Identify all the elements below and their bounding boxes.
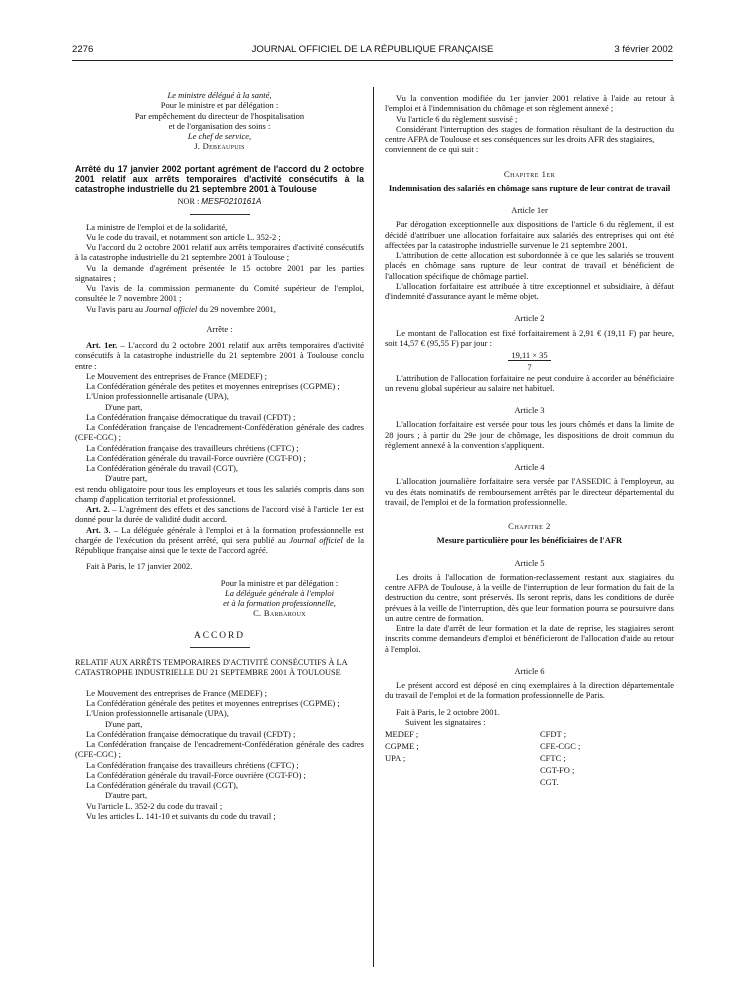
article-6-title: Article 6 xyxy=(514,665,545,676)
sig-line: La déléguée générale à l'emploi xyxy=(225,587,334,598)
signatory: UPA ; xyxy=(385,753,406,763)
article-paragraph: Le présent accord est déposé en cinq exemplaires à la direction départementale du travail de l'emploi et de la formation professionnelle de Paris. xyxy=(385,680,674,701)
visa: Vu l'accord du 2 octobre 2001 relatif aux arrêts temporaires d'activité consécutifs à la catastrophe industrielle du 21 septembre 2001 à Toulouse ; xyxy=(75,242,364,263)
rendu-obligatoire: est rendu obligatoire pour tous les employeurs et tous les salariés compris dans son champ d'application territorial et professionnel. xyxy=(75,483,364,504)
signatory: CFDT ; xyxy=(540,729,567,739)
chapter-2-title: Mesure particulière pour les bénéficiaires de l'AFR xyxy=(436,535,623,546)
issue-date: 3 février 2002 xyxy=(614,44,673,55)
party: La Confédération française de l'encadrement-Confédération générale des cadres (CFE-CGC) ; xyxy=(75,739,364,760)
party: La Confédération française de l'encadrement-Confédération générale des cadres (CFE-CGC) ; xyxy=(75,422,364,443)
signatory: CFE-CGC ; xyxy=(540,741,581,751)
party: L'Union professionnelle artisanale (UPA), xyxy=(86,391,229,402)
party: La Confédération générale du travail-Force ouvrière (CGT-FO) ; xyxy=(86,452,306,463)
article-text: – L'accord du 2 octobre 2001 relatif aux arrêts temporaires d'activité consécutifs à la catastrophe industrielle du 21 septembre 2001 à Toulouse conclu entre : xyxy=(75,340,365,371)
signatory: CGT. xyxy=(540,777,559,787)
party: La Confédération générale du travail-Force ouvrière (CGT-FO) ; xyxy=(86,769,306,780)
article-paragraph: Par dérogation exceptionnelle aux dispositions de l'article 6 du règlement, il est décidé d'attribuer une allocation forfaitaire aux salariés des entreprises qui ont été affectées par la catastrophe industrielle survenue le 21 septembre 2001. xyxy=(385,219,674,250)
dune-part: D'une part, xyxy=(105,718,143,729)
sig-name: J. Debeaupuis xyxy=(194,141,245,152)
article-paragraph: Les droits à l'allocation de formation-reclassement restant aux stagiaires du centre AFPA de Toulouse, à la veille de l'interruption de leur formation du fait de la destruction du centre, sont préservés. Ils seront repris, dans les conditions de durée prévues à la veille de l'interruption, dès que leur formation pourra se poursuivre dans un autre centre de formation. xyxy=(385,571,674,623)
formula-numerator: 19,11 × 35 xyxy=(508,350,550,361)
visa: Vu la convention modifiée du 1er janvier 2001 relative à l'aide au retour à l'emploi et à l'indemnisation du chômage et son règlement annexé ; xyxy=(385,93,674,114)
dautre-part: D'autre part, xyxy=(105,473,148,484)
article-4-title: Article 4 xyxy=(514,462,545,472)
visa-italic: Journal officiel xyxy=(145,303,198,314)
article-1 xyxy=(75,340,364,371)
party: Le Mouvement des entreprises de France (MEDEF) ; xyxy=(86,370,268,381)
article-paragraph: L'attribution de cette allocation est subordonnée à ce que les salariés se trouvent placés en chômage sans rupture de leur contrat de travail et bénéficient de l'allocation spécifique de chômage partiel. xyxy=(385,250,674,281)
accord-subtitle: RELATIF AUX ARRÊTS TEMPORAIRES D'ACTIVITÉ CONSÉCUTIFS À LA CATASTROPHE INDUSTRIELLE DU 21 SEPTEMBRE 2001 À TOULOUSE xyxy=(75,657,348,677)
visa: Vu le code du travail, et notamment son article L. 352-2 ; xyxy=(86,231,281,242)
separator-rule xyxy=(190,214,250,215)
signature-block xyxy=(75,578,364,619)
article-5-title: Article 5 xyxy=(514,557,545,568)
party: Le Mouvement des entreprises de France (MEDEF) ; xyxy=(86,687,268,698)
conviennent: conviennent de ce qui suit : xyxy=(385,144,479,155)
nor-reference xyxy=(75,197,364,207)
article-2 xyxy=(75,504,364,525)
party: La Confédération française des travailleurs chrétiens (CFTC) ; xyxy=(86,759,299,770)
article-paragraph: L'allocation forfaitaire est attribuée à titre exceptionnel et subsidiaire, à défaut d'indemnité d'assurance ayant le même objet. xyxy=(385,280,674,301)
article-label: Art. 3. xyxy=(86,524,111,535)
party: La Confédération générale du travail (CGT), xyxy=(86,780,238,791)
visa: Vu la demande d'agrément présentée le 15 octobre 2001 par les parties signataires ; xyxy=(75,262,364,283)
allocation-formula xyxy=(385,350,674,373)
arrete-title: Arrêté du 17 janvier 2002 portant agrément de l'accord du 2 octobre 2001 relatif aux arrêts temporaires d'activité consécutifs à la catastrophe industrielle du 21 septembre 2001 à Toulouse xyxy=(75,163,364,195)
dune-part: D'une part, xyxy=(105,401,143,412)
party: La Confédération générale des petites et moyennes entreprises (CGPME) ; xyxy=(86,381,340,392)
visa-text: du 29 novembre 2001, xyxy=(197,303,276,314)
separator-rule xyxy=(190,647,250,648)
visa: Considérant l'interruption des stages de formation résultant de la destruction du centre AFPA de Toulouse et ses conséquences sur les droits AFR des stagiaires, xyxy=(385,123,674,144)
article-label: Art. 1er. xyxy=(86,340,118,351)
signatory: CGT-FO ; xyxy=(540,765,575,775)
article-paragraph: L'allocation journalière forfaitaire sera versée par l'ASSEDIC à l'employeur, au vu des états nominatifs de remboursement arrêtés par le directeur départemental du travail, de l'emploi et de la formation professionnelle. xyxy=(385,476,674,507)
article-text: – L'agrément des effets et des sanctions de l'accord visé à l'article 1er est donné pour la durée de validité dudit accord. xyxy=(75,504,364,525)
dautre-part: D'autre part, xyxy=(105,790,148,801)
sig-line: et de l'organisation des soins : xyxy=(168,120,271,131)
fait-a-paris: Fait à Paris, le 17 janvier 2002. xyxy=(86,561,193,572)
signatory: CFTC ; xyxy=(540,753,566,763)
article-label: Art. 2. xyxy=(86,504,110,515)
signatory: MEDEF ; xyxy=(385,729,419,739)
right-column xyxy=(385,93,674,789)
article-paragraph: Le montant de l'allocation est fixé forfaitairement à 2,91 € (19,11 F) par heure, soit 14,57 € (95,55 F) par jour : xyxy=(385,327,674,348)
sig-line: Par empêchement du directeur de l'hospitalisation xyxy=(134,110,305,121)
party: La Confédération française démocratique du travail (CFDT) ; xyxy=(86,411,296,422)
party: L'Union professionnelle artisanale (UPA), xyxy=(86,708,229,719)
previous-signature xyxy=(75,90,364,152)
page-header xyxy=(72,44,673,58)
page-number: 2276 xyxy=(72,44,94,55)
visa: Vu les articles L. 141-10 et suivants du code du travail ; xyxy=(86,810,276,821)
sig-line: Le ministre délégué à la santé, xyxy=(167,90,272,100)
suivent-signataires: Suivent les signataires : xyxy=(405,716,486,727)
article-paragraph: Entre la date d'arrêt de leur formation et la date de reprise, les stagiaires seront inscrits comme demandeurs d'emploi et bénéficieront de l'allocation d'aide au retour à l'emploi. xyxy=(385,623,674,654)
party: La Confédération française des travailleurs chrétiens (CFTC) ; xyxy=(86,442,299,453)
left-column xyxy=(75,90,364,821)
article-1-title: Article 1er xyxy=(511,205,548,215)
article-text: – La déléguée générale à l'emploi et à la formation professionnelle est chargée de l'exécution du présent arrêté, qui sera publié au xyxy=(75,524,364,545)
visa: La ministre de l'emploi et de la solidarité, xyxy=(86,221,228,232)
sig-line: Le chef de service, xyxy=(187,131,252,141)
article-text: de la République française ainsi que le texte de l'accord agréé. xyxy=(75,534,364,556)
party: La Confédération française démocratique du travail (CFDT) ; xyxy=(86,728,296,739)
visa: Vu l'article 6 du règlement susvisé ; xyxy=(396,113,518,124)
sig-line: Pour le ministre et par délégation : xyxy=(160,100,279,111)
fait-a-paris: Fait à Paris, le 2 octobre 2001. xyxy=(396,706,500,717)
arrete-heading: Arrête : xyxy=(206,323,233,334)
column-divider xyxy=(373,87,374,967)
accord-heading: ACCORD xyxy=(193,630,246,641)
party: La Confédération générale du travail (CGT), xyxy=(86,463,238,474)
header-rule xyxy=(72,60,673,61)
sig-line: et à la formation professionnelle, xyxy=(223,598,336,609)
journal-title: JOURNAL OFFICIEL DE LA RÉPUBLIQUE FRANÇAISE xyxy=(251,44,494,55)
visa: Vu l'avis de la commission permanente du Comité supérieur de l'emploi, consultée le 7 novembre 2001 ; xyxy=(75,283,364,304)
visa: Vu l'article L. 352-2 du code du travail ; xyxy=(86,800,223,811)
article-3-title: Article 3 xyxy=(514,405,545,415)
nor-code: MESF0210161A xyxy=(201,197,262,207)
article-paragraph: L'attribution de l'allocation forfaitaire ne peut conduire à accorder au bénéficiaire un revenu global supérieur au salaire net habituel. xyxy=(385,372,674,393)
article-paragraph: L'allocation forfaitaire est versée pour tous les jours chômés et dans la limite de 28 jours ; à partir du 29e jour de chômage, les dispositions de droit commun du règlement annexé à la convention s'appliquent. xyxy=(385,419,674,450)
party: La Confédération générale des petites et moyennes entreprises (CGPME) ; xyxy=(86,698,340,709)
article-3 xyxy=(75,525,364,556)
signatories xyxy=(385,729,674,789)
nor-label: NOR : xyxy=(177,197,200,207)
visa-text: Vu l'avis paru au xyxy=(86,303,146,314)
chapter-1-heading: Chapitre 1er xyxy=(503,168,556,179)
formula-denominator: 7 xyxy=(527,362,532,373)
sig-name: C. Barbaroux xyxy=(253,608,306,619)
signatory: CGPME ; xyxy=(385,741,419,751)
signatories-unions xyxy=(540,729,580,789)
signatories-employers xyxy=(385,729,419,765)
sig-line: Pour la ministre et par délégation : xyxy=(220,577,339,588)
chapter-2-heading: Chapitre 2 xyxy=(508,521,551,531)
visa-journal-officiel xyxy=(75,304,364,314)
article-italic: Journal officiel xyxy=(289,534,343,545)
chapter-1-title: Indemnisation des salariés en chômage sans rupture de leur contrat de travail xyxy=(388,182,671,193)
article-2-title: Article 2 xyxy=(514,313,545,324)
